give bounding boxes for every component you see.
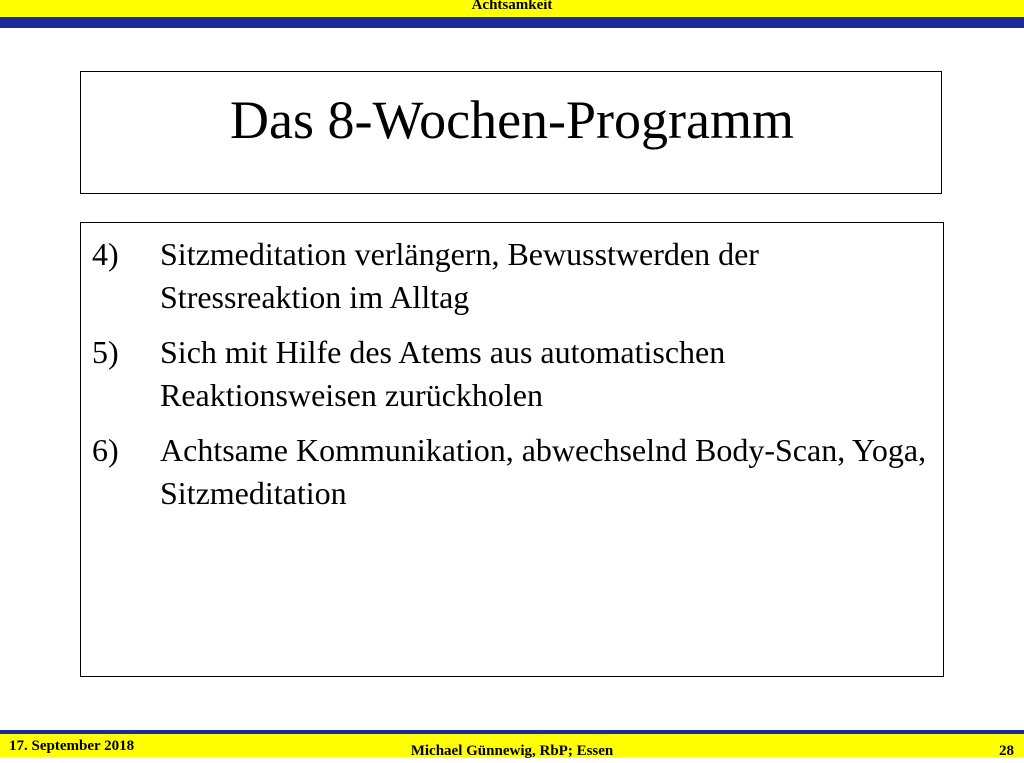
list-item: [92, 233, 932, 319]
list-item-number: 5): [92, 334, 119, 370]
list-item-number: 6): [92, 432, 119, 468]
list-item-text: Sich mit Hilfe des Atems aus automatischen Reaktionsweisen zurückholen: [160, 334, 726, 413]
list-item: [92, 429, 932, 515]
header-bar: [0, 0, 1024, 17]
footer-date: 17. September 2018: [9, 738, 135, 754]
footer-author: Michael Günnewig, RbP; Essen: [410, 743, 614, 759]
footer-bar: [0, 734, 1024, 757]
program-list: [92, 233, 932, 527]
page-number: 28: [999, 743, 1014, 759]
list-item-text: Achtsame Kommunikation, abwechselnd Body-Scan, Yoga, Sitzmeditation: [160, 432, 927, 511]
slide-title: Das 8-Wochen-Programm: [230, 90, 794, 150]
list-item-number: 4): [92, 236, 119, 272]
header-divider: [0, 17, 1024, 28]
list-item: [92, 331, 932, 417]
list-item-text: Sitzmeditation verlängern, Bewusstwerden der Stressreaktion im Alltag: [160, 236, 759, 315]
header-topic: Achtsamkeit: [471, 0, 553, 13]
